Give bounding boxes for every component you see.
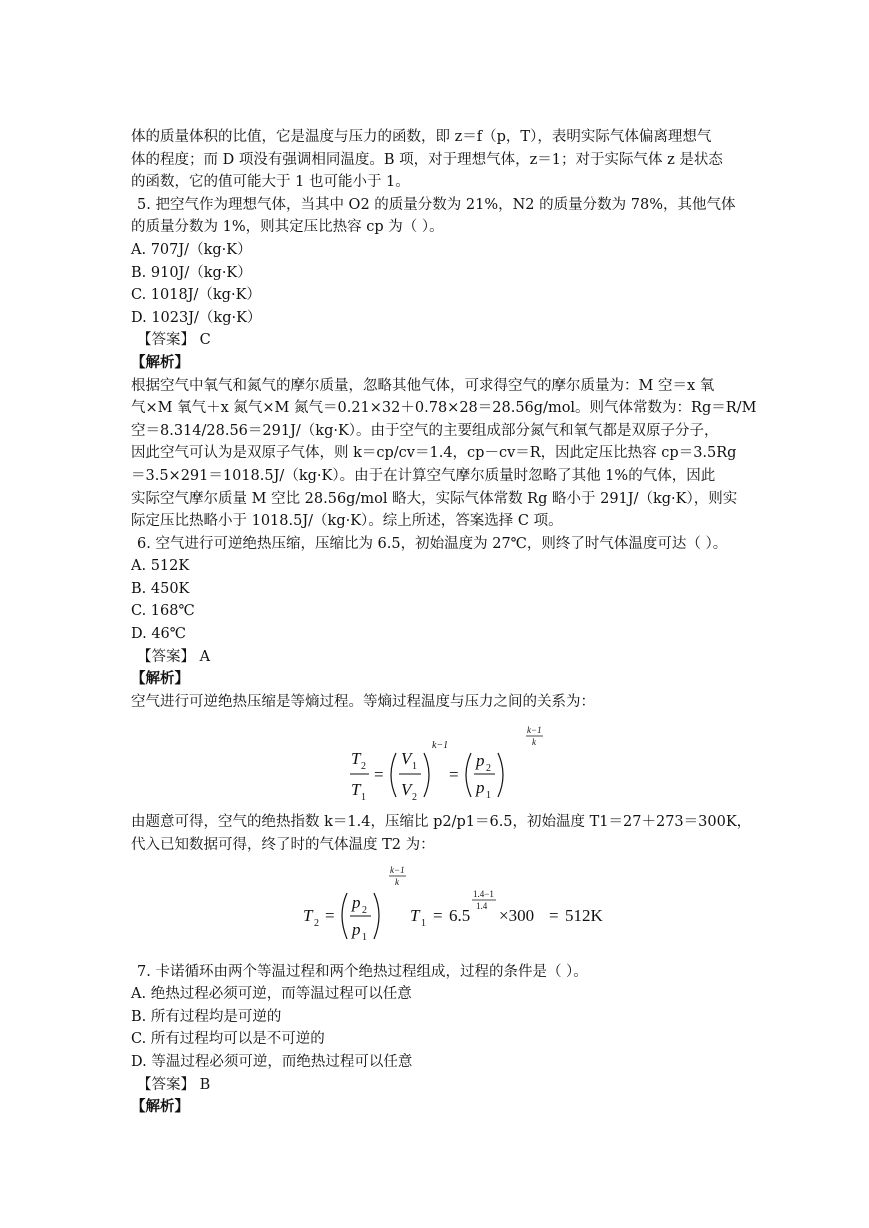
text-line: 空＝8.314/28.56＝291J/（kg·K）。由于空气的主要组成部分氮气和氧气都是双原子分子，	[131, 422, 719, 439]
formula-symbol: T	[351, 749, 361, 769]
formula-subscript: 1	[361, 792, 366, 804]
formula-symbol: T	[303, 905, 313, 925]
formula-subscript: 1	[421, 917, 426, 929]
formula-symbol: V	[401, 780, 412, 800]
formula-symbol: p	[476, 778, 485, 798]
formula-subscript: 1	[362, 931, 367, 943]
option-c: C. 所有过程均可以是不可逆的	[131, 1031, 325, 1048]
option-d: D. 等温过程必须可逆，而绝热过程可以任意	[131, 1054, 413, 1070]
formula-symbol: p	[352, 892, 361, 912]
formula-exponent: k−1	[390, 864, 405, 875]
intro-paragraph	[131, 126, 781, 194]
text-line: 体的质量体积的比值，它是温度与压力的函数，即 z＝f（p，T），表明实际气体偏离理想气	[131, 129, 712, 145]
option-b: B. 450K	[131, 580, 190, 597]
answer: 【答案】 A	[137, 648, 211, 665]
question-text: 5. 把空气作为理想气体，当其中 O2 的质量分数为 21%，N2 的质量分数为 78%，其他气体	[137, 196, 736, 213]
text-line: 际定压比热略小于 1018.5J/（kg·K）。综上所述，答案选择 C 项。	[131, 513, 563, 530]
paren-left	[342, 893, 347, 939]
formula-subscript: 2	[362, 904, 367, 916]
formula-symbol: p	[352, 919, 361, 939]
text-line: ＝3.5×291＝1018.5J/（kg·K）。由于在计算空气摩尔质量时忽略了其他 1%的气体，因此	[131, 467, 716, 484]
formula-symbol: T	[410, 905, 420, 925]
option-a: A. 绝热过程必须可逆，而等温过程可以任意	[131, 986, 412, 1003]
paren-right	[498, 753, 503, 797]
option-d: D. 46℃	[131, 626, 186, 643]
document-page	[131, 126, 781, 1119]
option-a: A. 512K	[131, 558, 190, 575]
formula-exponent: k−1	[527, 725, 542, 736]
answer: 【答案】 C	[137, 332, 211, 349]
paren-right	[374, 893, 379, 939]
text-line: 体的程度；而 D 项没有强调相同温度。B 项，对于理想气体，z＝1；对于实际气体 z 是状态	[131, 151, 723, 168]
formula-symbol: V	[401, 749, 412, 769]
formula-equals: =	[374, 765, 384, 785]
formula-equals: =	[325, 905, 335, 925]
analysis-text: 由题意可得，空气的绝热指数 k＝1.4，压缩比 p2/p1＝6.5，初始温度 T1＝27＋273＝300K，	[131, 814, 752, 831]
formula-number: 6.5	[449, 905, 471, 925]
formula-result: 512K	[565, 905, 603, 925]
analysis-heading: 【解析】	[131, 353, 189, 371]
formula-exponent: k	[532, 737, 536, 748]
formula-exponent: 1.4	[476, 900, 488, 911]
formula-svg	[131, 857, 781, 961]
text-line: 因此空气可认为是双原子气体，则 k＝cp/cv＝1.4，cp－cv＝R，因此定压比热容 cp＝3.5Rg	[131, 445, 737, 462]
option-b: B. 所有过程均是可逆的	[131, 1008, 282, 1025]
paren-left	[466, 753, 471, 797]
question-text: 的质量分数为 1%，则其定压比热容 cp 为（ ）。	[131, 219, 444, 236]
option-a: A. 707J/（kg·K）	[131, 241, 252, 258]
text-line: 的函数，它的值可能大于 1 也可能小于 1。	[131, 174, 410, 191]
text-line: 气×M 氧气＋x 氮气×M 氮气＝0.21×32＋0.78×28＝28.56g/mol。则气体常数为：Rg＝R/M	[131, 400, 757, 417]
question-6	[131, 533, 781, 961]
formula-number: ×300	[499, 905, 535, 925]
formula-subscript: 1	[486, 790, 491, 802]
temperature-calculation-formula	[131, 857, 781, 961]
formula-subscript: 2	[486, 763, 491, 775]
formula-exponent: k	[395, 876, 399, 887]
option-b: B. 910J/（kg·K）	[131, 264, 252, 281]
analysis-heading: 【解析】	[131, 670, 189, 688]
question-5	[131, 194, 781, 533]
formula-exponent: k−1	[432, 740, 449, 752]
formula-equals: =	[433, 905, 443, 925]
option-c: C. 1018J/（kg·K）	[131, 287, 261, 304]
formula-svg	[131, 713, 781, 811]
option-d: D. 1023J/（kg·K）	[131, 309, 262, 326]
formula-subscript: 2	[361, 761, 366, 773]
formula-exponent: 1.4−1	[473, 888, 494, 899]
formula-subscript: 1	[412, 761, 417, 773]
paren-right	[424, 753, 429, 797]
question-text: 6. 空气进行可逆绝热压缩，压缩比为 6.5，初始温度为 27℃，则终了时气体温度可达（ ）。	[137, 535, 728, 552]
answer: 【答案】 B	[137, 1076, 211, 1093]
option-c: C. 168℃	[131, 603, 195, 620]
text-line: 实际空气摩尔质量 M 空比 28.56g/mol 略大，实际气体常数 Rg 略小于 291J/（kg·K），则实	[131, 490, 738, 507]
formula-symbol: p	[476, 751, 485, 771]
formula-subscript: 2	[314, 917, 319, 929]
formula-symbol: T	[351, 780, 361, 800]
formula-equals: =	[449, 765, 459, 785]
isentropic-relation-formula	[131, 713, 781, 811]
formula-equals: =	[549, 905, 559, 925]
question-text: 7. 卡诺循环由两个等温过程和两个绝热过程组成，过程的条件是（ ）。	[137, 963, 588, 980]
formula-subscript: 2	[412, 792, 417, 804]
analysis-heading: 【解析】	[131, 1098, 189, 1116]
analysis-text	[131, 375, 781, 533]
text-line: 根据空气中氧气和氮气的摩尔质量，忽略其他气体，可求得空气的摩尔质量为：M 空＝x 氧	[131, 377, 715, 394]
analysis-text: 空气进行可逆绝热压缩是等熵过程。等熵过程温度与压力之间的关系为：	[131, 693, 595, 710]
question-7	[131, 961, 781, 1119]
analysis-text: 代入已知数据可得，终了时的气体温度 T2 为：	[131, 837, 435, 854]
paren-left	[391, 753, 396, 797]
